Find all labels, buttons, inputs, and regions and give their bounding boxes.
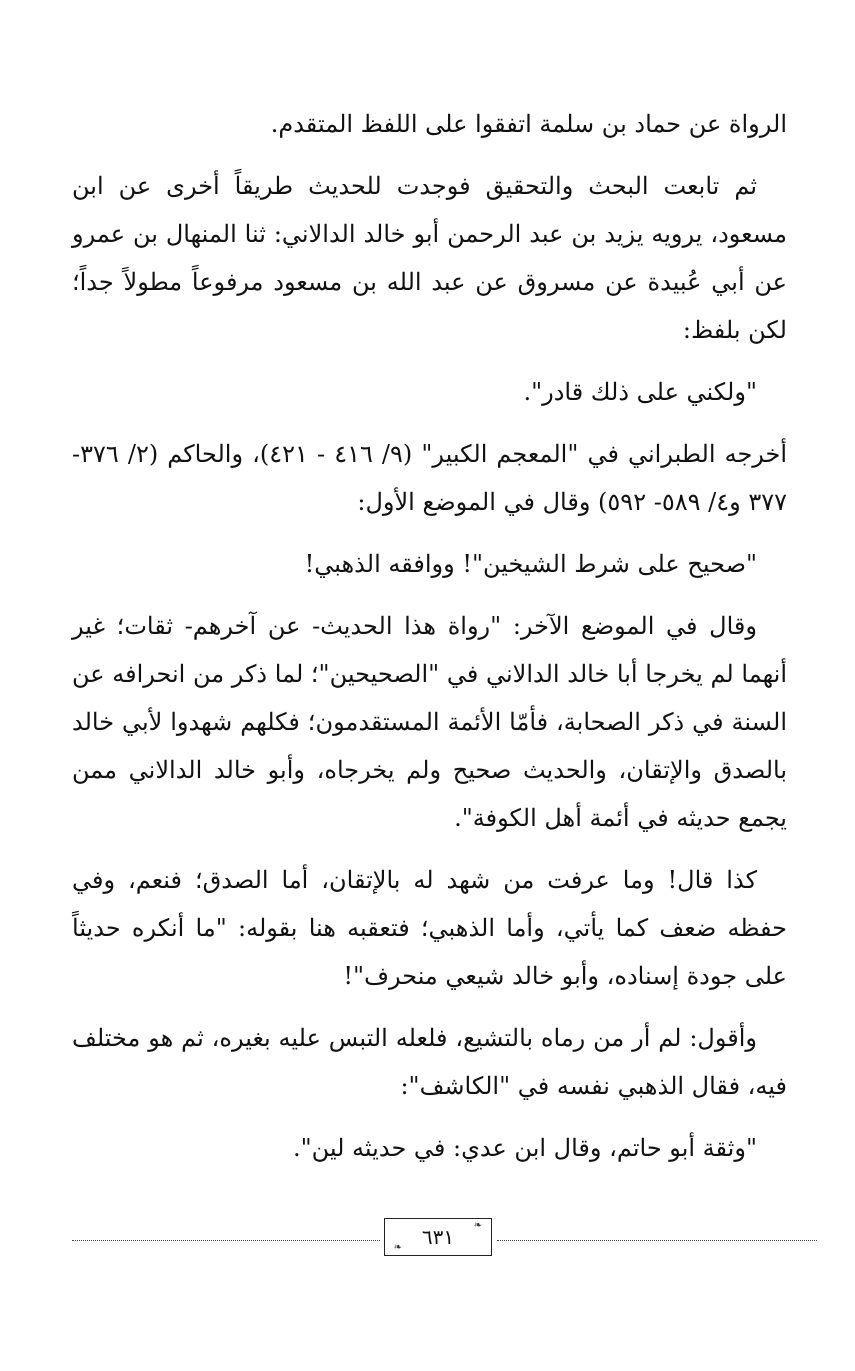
quotation: "وثقة أبو حاتم، وقال ابن عدي: في حديثه لين".	[292, 1134, 757, 1162]
page-number: ٦٣١	[421, 1225, 455, 1249]
quotation: "صحيح على شرط الشيخين"! ووافقه الذهبي!	[304, 550, 757, 578]
ornament-icon: ❧	[393, 1242, 403, 1253]
body-text	[72, 100, 787, 1186]
paragraph: أخرجه الطبراني في "المعجم الكبير" (٩/ ٤١٦ - ٤٢١)، والحاكم (٢/ ٣٧٦- ٣٧٧ و٤/ ٥٨٩- ٥٩٢) وقال في الموضع الأول:	[72, 440, 788, 516]
paragraph: الرواة عن حماد بن سلمة اتفقوا على اللفظ المتقدم.	[270, 110, 787, 138]
quotation: "ولكني على ذلك قادر".	[523, 378, 757, 406]
paragraph: وأقول: لم أر من رماه بالتشيع، فلعله التبس عليه بغيره، ثم هو مختلف فيه، فقال الذهبي نفسه في "الكاشف":	[72, 1024, 787, 1100]
footer-rule-right	[497, 1240, 817, 1241]
paragraph: كذا قال! وما عرفت من شهد له بالإتقان، أما الصدق؛ فنعم، وفي حفظه ضعف كما يأتي، وأما الذهبي؛ فتعقبه هنا بقوله: "ما أنكره حديثاً على جودة إسناده، وأبو خالد شيعي منحرف"!	[72, 866, 787, 990]
footer-rule-left	[72, 1240, 380, 1241]
page-number-frame	[384, 1218, 492, 1256]
paragraph: وقال في الموضع الآخر: "رواة هذا الحديث- عن آخرهم- ثقات؛ غير أنهما لم يخرجا أبا خالد الدالاني في "الصحيحين"؛ لما ذكر من انحرافه عن السنة في ذكر الصحابة، فأمّا الأئمة المستقدمون؛ فكلهم شهدوا لأبي خالد بالصدق والإتقان، والحديث صحيح ولم يخرجاه، وأبو خالد الدالاني ممن يجمع حديثه في أئمة أهل الكوفة".	[72, 612, 787, 832]
paragraph: ثم تابعت البحث والتحقيق فوجدت للحديث طريقاً أخرى عن ابن مسعود، يرويه يزيد بن عبد الرحمن أبو خالد الدالاني: ثنا المنهال بن عمرو عن أبي عُبيدة عن مسروق عن عبد الله بن مسعود مرفوعاً مطولاً جداً؛ لكن بلفظ:	[72, 172, 787, 344]
page-footer	[72, 1210, 817, 1260]
ornament-icon: ❧	[473, 1220, 483, 1231]
